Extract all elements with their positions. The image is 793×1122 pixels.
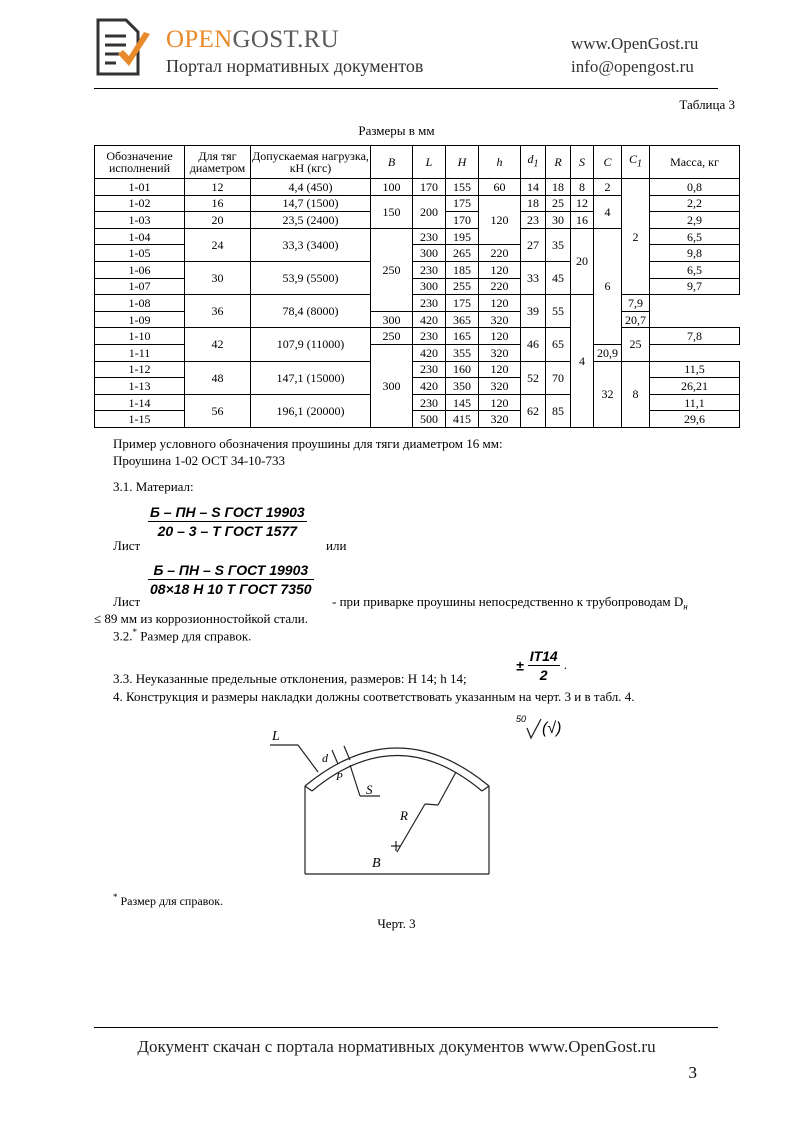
cell-s: 20 <box>571 228 594 294</box>
cell-r: 85 <box>546 394 571 427</box>
header-b: B <box>371 146 413 179</box>
fraction-2-denominator: 08×18 Н 10 Т ГОСТ 7350 <box>150 581 312 597</box>
material-heading: 3.1. Материал: <box>113 479 194 494</box>
header-divider <box>94 88 718 89</box>
fraction-1-numerator: Б – ПН – S ГОСТ 19903 <box>150 504 305 520</box>
brand-part-open: OPEN <box>166 26 233 53</box>
example-line-1: Пример условного обозначения проушины для тяги диаметром 16 мм: <box>113 436 503 451</box>
header-c: C <box>594 146 622 179</box>
cell-r: 30 <box>546 212 571 229</box>
header-designation: Обозначение исполнений <box>95 146 185 179</box>
brand-name <box>166 26 339 54</box>
cell-d1: 27 <box>521 228 546 261</box>
cell-d1: 62 <box>521 394 546 427</box>
brand-part-gost: GOST.RU <box>232 26 339 53</box>
cell-h-upper: 185 <box>446 261 479 278</box>
cell-r: 45 <box>546 261 571 294</box>
drawing-label-r: R <box>400 808 408 823</box>
dimensions-table <box>94 145 740 428</box>
cell-designation: 1-05 <box>95 245 185 262</box>
table-row <box>95 295 740 312</box>
cell-load: 23,5 (2400) <box>251 212 371 229</box>
cell-h-lower: 120 <box>479 195 521 245</box>
cell-l: 230 <box>413 328 446 345</box>
cell-mass: 2,9 <box>650 212 740 229</box>
cell-rod: 36 <box>185 295 251 328</box>
drawing-plate <box>260 712 560 887</box>
header-c1: $C_1$ <box>622 146 650 179</box>
cell-h-upper: 350 <box>446 378 479 395</box>
cell-mass: 11,1 <box>650 394 740 411</box>
cell-mass: 6,5 <box>650 228 740 245</box>
cell-h-lower: 220 <box>479 245 521 262</box>
cell-load: 107,9 (11000) <box>251 328 371 361</box>
cell-s: 25 <box>622 328 650 361</box>
note-3-3: 3.3. Неуказанные предельные отклонения, размеров: Н 14; h 14; <box>113 671 467 686</box>
cell-d1: 52 <box>521 361 546 394</box>
cell-h-lower: 320 <box>479 411 521 428</box>
cell-h-upper: 165 <box>446 328 479 345</box>
tolerance-denominator: 2 <box>539 667 548 683</box>
cell-h-upper: 255 <box>446 278 479 295</box>
cell-l: 300 <box>413 245 446 262</box>
sheet-label-1: Лист <box>113 538 141 553</box>
cell-h-lower: 120 <box>479 361 521 378</box>
fraction-1-denominator: 20 – 3 – Т ГОСТ 1577 <box>157 523 298 539</box>
cell-b: 100 <box>371 179 413 196</box>
cell-load: 4,4 (450) <box>251 179 371 196</box>
cell-h-lower: 320 <box>479 311 521 328</box>
cell-h-upper: 170 <box>446 212 479 229</box>
material-note-continued: ≤ 89 мм из коррозионностойкой стали. <box>94 611 308 626</box>
cell-r: 25 <box>546 195 571 212</box>
material-fraction-1 <box>148 504 307 539</box>
cell-h-upper: 175 <box>446 295 479 312</box>
cell-l: 200 <box>413 195 446 228</box>
cell-h-lower: 220 <box>479 278 521 295</box>
table-row <box>95 361 740 378</box>
cell-load: 14,7 (1500) <box>251 195 371 212</box>
cell-d1: 18 <box>521 195 546 212</box>
header-h-lower: h <box>479 146 521 179</box>
drawing-outer-arc <box>305 748 489 786</box>
header-allowed-load: Допускаемая нагрузка, кН (кгс) <box>251 146 371 179</box>
cell-h-lower: 120 <box>479 295 521 312</box>
cell-mass: 6,5 <box>650 261 740 278</box>
cell-rod: 16 <box>185 195 251 212</box>
drawing-label-l: L <box>272 729 280 744</box>
header-s: S <box>571 146 594 179</box>
cell-r: 55 <box>546 295 571 328</box>
tolerance-fraction: ± $\frac{IT14}{2}$ . <box>516 648 567 683</box>
cell-mass: 9,8 <box>650 245 740 262</box>
cell-designation: 1-03 <box>95 212 185 229</box>
cell-r: 35 <box>546 228 571 261</box>
cell-mass: 7,9 <box>622 295 650 312</box>
footer-text: Документ скачан с портала нормативных документов www.OpenGost.ru <box>137 1037 656 1056</box>
cell-rod: 12 <box>185 179 251 196</box>
tolerance-numerator: IT14 <box>529 648 558 664</box>
cell-c: 4 <box>594 195 622 228</box>
cell-l: 230 <box>413 295 446 312</box>
cell-d1: 46 <box>521 328 546 361</box>
cell-designation: 1-02 <box>95 195 185 212</box>
cell-c1: 2 <box>622 179 650 295</box>
material-fraction-2 <box>148 562 314 597</box>
cell-c1: 4 <box>571 295 594 428</box>
cell-l: 170 <box>413 179 446 196</box>
header-h-upper: H <box>446 146 479 179</box>
cell-h-lower: 60 <box>479 179 521 196</box>
drawing-label-d: d <box>322 751 328 765</box>
table-number-label: Таблица 3 <box>679 97 735 112</box>
cell-designation: 1-11 <box>95 344 185 361</box>
material-note-sub: н <box>683 601 688 612</box>
cell-designation: 1-06 <box>95 261 185 278</box>
cell-mass: 20,9 <box>594 344 622 361</box>
portal-subtitle: Портал нормативных документов <box>166 56 424 76</box>
cell-rod: 30 <box>185 261 251 294</box>
cell-d1: 23 <box>521 212 546 229</box>
cell-l: 230 <box>413 394 446 411</box>
cell-rod: 48 <box>185 361 251 394</box>
cell-designation: 1-12 <box>95 361 185 378</box>
cell-load: 78,4 (8000) <box>251 295 371 328</box>
cell-h-lower: 120 <box>479 394 521 411</box>
cell-h-upper: 155 <box>446 179 479 196</box>
cell-mass: 0,8 <box>650 179 740 196</box>
cell-l: 500 <box>413 411 446 428</box>
cell-s: 32 <box>594 361 622 427</box>
cell-mass: 7,8 <box>650 328 740 345</box>
cell-load: 147,1 (15000) <box>251 361 371 394</box>
footer-divider <box>94 1027 718 1028</box>
cell-l: 420 <box>413 378 446 395</box>
drawing-label-p: P <box>336 771 343 783</box>
drawing-label-s: S <box>366 782 373 797</box>
header-rod-diameter: Для тяг диаметром <box>185 146 251 179</box>
cell-h-upper: 160 <box>446 361 479 378</box>
cell-designation: 1-13 <box>95 378 185 395</box>
cell-b: 250 <box>371 228 413 311</box>
site-link[interactable]: www.OpenGost.ru <box>571 34 699 53</box>
cell-h-upper: 145 <box>446 394 479 411</box>
cell-designation: 1-09 <box>95 311 185 328</box>
header-l: L <box>413 146 446 179</box>
cell-designation: 1-10 <box>95 328 185 345</box>
cell-designation: 1-14 <box>95 394 185 411</box>
cell-b: 300 <box>371 311 413 328</box>
material-note-text: - при приварке проушины непосредственно к трубопроводам D <box>332 594 684 609</box>
footnote: * Размер для справок. <box>113 892 224 908</box>
cell-rod: 20 <box>185 212 251 229</box>
cell-mass: 26,21 <box>650 378 740 395</box>
cell-r: 70 <box>546 361 571 394</box>
header-d1: $d_1$ <box>521 146 546 179</box>
cell-load: 196,1 (20000) <box>251 394 371 427</box>
cell-h-lower: 320 <box>479 344 521 361</box>
cell-designation: 1-08 <box>95 295 185 312</box>
cell-d1: 14 <box>521 179 546 196</box>
roughness-paren: (√) <box>542 720 562 737</box>
cell-c: 6 <box>594 228 622 344</box>
cell-mass: 9,7 <box>650 278 740 295</box>
cell-s: 16 <box>571 212 594 229</box>
roughness-value: 50 <box>516 714 527 724</box>
note-4: 4. Конструкция и размеры накладки должны соответствовать указанным на черт. 3 и в табл. 4. <box>113 689 635 704</box>
header-r: R <box>546 146 571 179</box>
table-row <box>95 179 740 196</box>
cell-l: 230 <box>413 261 446 278</box>
cell-h-upper: 415 <box>446 411 479 428</box>
page-number: 3 <box>688 1063 697 1082</box>
roughness-icon <box>526 718 542 740</box>
cell-designation: 1-07 <box>95 278 185 295</box>
dimensions-label: Размеры в мм <box>358 123 435 138</box>
cell-l: 300 <box>413 278 446 295</box>
email-link[interactable]: info@opengost.ru <box>571 57 694 76</box>
cell-designation: 1-15 <box>95 411 185 428</box>
cell-rod: 24 <box>185 228 251 261</box>
figure-caption: Черт. 3 <box>377 916 416 931</box>
cell-r: 18 <box>546 179 571 196</box>
cell-designation: 1-01 <box>95 179 185 196</box>
table-row <box>95 328 740 345</box>
cell-mass: 20,7 <box>622 311 650 328</box>
cell-l: 230 <box>413 361 446 378</box>
cell-d1: 39 <box>521 295 546 328</box>
cell-mass: 2,2 <box>650 195 740 212</box>
cell-b: 250 <box>371 328 413 345</box>
cell-load: 33,3 (3400) <box>251 228 371 261</box>
or-word: или <box>326 538 347 553</box>
cell-d1: 33 <box>521 261 546 294</box>
cell-s: 8 <box>571 179 594 196</box>
sheet-label-2: Лист <box>113 594 141 609</box>
drawing-label-b: B <box>372 856 381 871</box>
cell-h-lower: 320 <box>479 378 521 395</box>
cell-h-upper: 195 <box>446 228 479 245</box>
header-mass: Масса, кг <box>650 146 740 179</box>
material-note <box>332 594 688 612</box>
cell-l: 420 <box>413 311 446 328</box>
opengost-logo-icon <box>96 18 152 76</box>
cell-l: 420 <box>413 344 446 361</box>
cell-h-lower: 120 <box>479 328 521 345</box>
table-header-row <box>95 146 740 179</box>
example-line-2: Проушина 1-02 ОСТ 34-10-733 <box>113 453 285 468</box>
cell-h-upper: 175 <box>446 195 479 212</box>
cell-h-upper: 355 <box>446 344 479 361</box>
cell-r: 65 <box>546 328 571 361</box>
cell-mass: 11,5 <box>650 361 740 378</box>
note-3-2: 3.2.* Размер для справок. <box>113 627 252 644</box>
cell-s: 12 <box>571 195 594 212</box>
cell-rod: 42 <box>185 328 251 361</box>
fraction-2-numerator: Б – ПН – S ГОСТ 19903 <box>148 562 314 580</box>
cell-h-lower: 120 <box>479 261 521 278</box>
cell-c: 8 <box>622 361 650 427</box>
cell-b: 300 <box>371 344 413 427</box>
cell-l: 230 <box>413 228 446 245</box>
cell-h-upper: 365 <box>446 311 479 328</box>
cell-b: 150 <box>371 195 413 228</box>
cell-rod: 56 <box>185 394 251 427</box>
cell-mass: 29,6 <box>650 411 740 428</box>
cell-c: 2 <box>594 179 622 196</box>
cell-h-upper: 265 <box>446 245 479 262</box>
cell-designation: 1-04 <box>95 228 185 245</box>
cell-load: 53,9 (5500) <box>251 261 371 294</box>
